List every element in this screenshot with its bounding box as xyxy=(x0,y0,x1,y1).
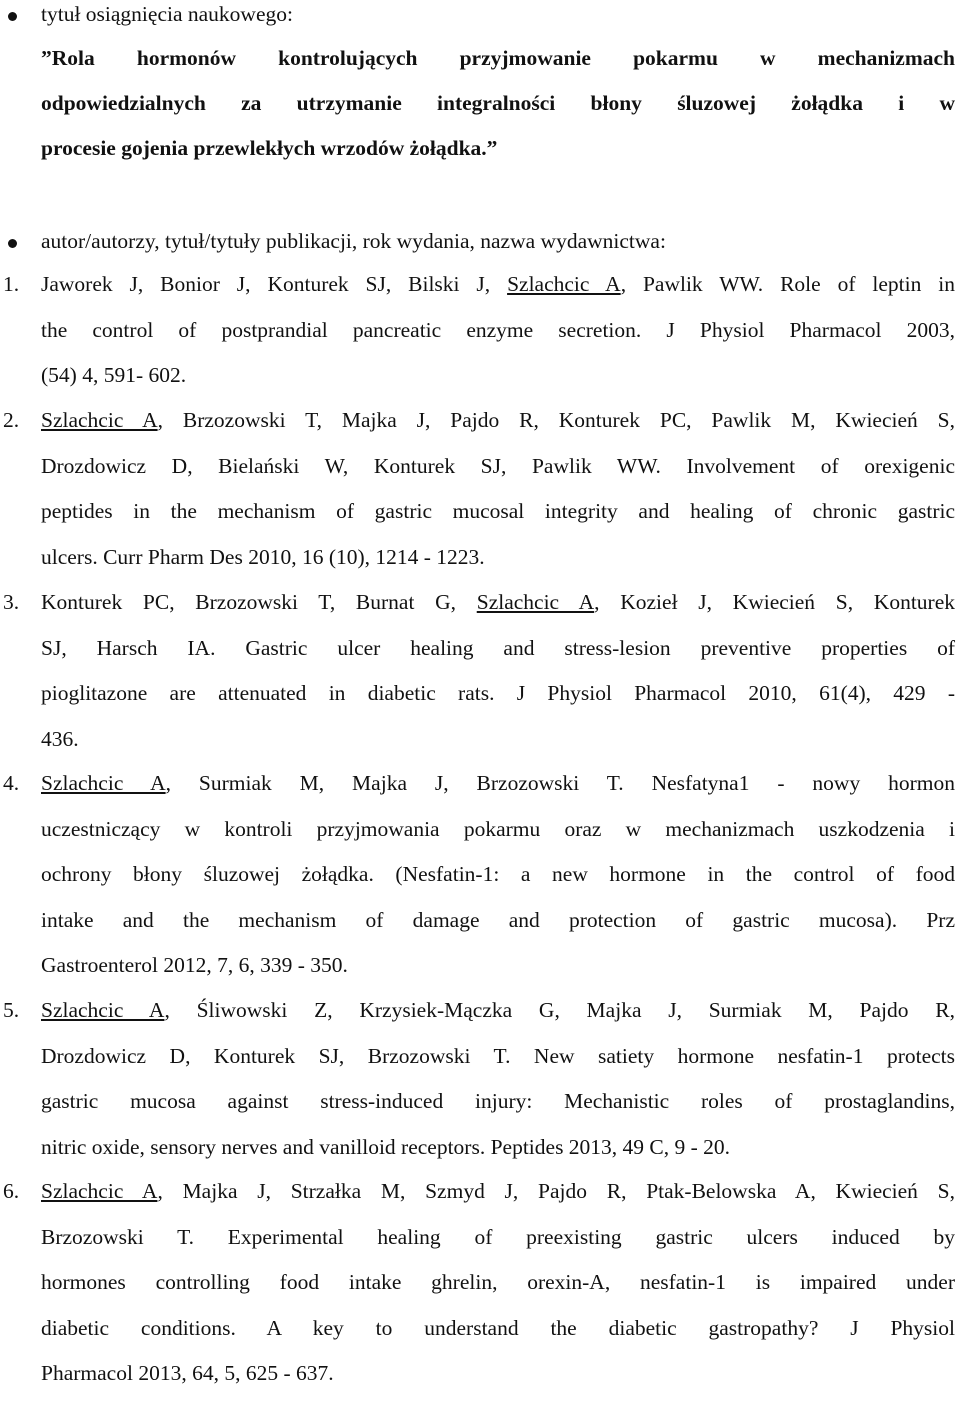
reference-line xyxy=(41,724,955,770)
reference-segment: , Kozieł J, Kwiecień S, Konturek xyxy=(594,590,955,614)
reference-segment: 436. xyxy=(41,726,79,751)
title-line: ”Rola hormonów kontrolujących przyjmowanie pokarmu w mechanizmach xyxy=(41,46,955,70)
reference-text xyxy=(41,1176,955,1404)
reference-segment: Brzozowski T. Experimental healing of preexisting gastric ulcers induced by xyxy=(41,1224,955,1249)
reference-line xyxy=(41,315,955,361)
reference-segment: gastric mucosa against stress-induced injury: Mechanistic roles of prostaglandins, xyxy=(41,1089,955,1113)
reference-line xyxy=(41,814,955,860)
reference-line xyxy=(41,1086,955,1132)
highlighted-author: Szlachcic A xyxy=(41,771,166,795)
reference-segment: (54) 4, 591- 602. xyxy=(41,363,187,387)
reference-number: 2. xyxy=(3,408,20,432)
reference-segment: nitric oxide, sensory nerves and vanilloid receptors. Peptides 2013, 49 C, 9 - 20. xyxy=(41,1134,731,1159)
reference-line xyxy=(41,633,955,679)
bullet-icon xyxy=(8,12,17,21)
reference-number: 4. xyxy=(3,771,20,795)
achievement-title xyxy=(41,36,955,171)
reference-segment: pioglitazone are attenuated in diabetic rats. J Physiol Pharmacol 2010, 61(4), 429 - xyxy=(41,681,955,705)
reference-line xyxy=(41,859,955,905)
reference-segment: , Śliwowski Z, Krzysiek-Mączka G, Majka J, Surmiak M, Pajdo R, xyxy=(164,998,955,1022)
reference-segment: , Pawlik WW. Role of leptin in xyxy=(620,272,955,296)
title-line: procesie gojenia przewlekłych wrzodów żołądka.” xyxy=(41,136,498,160)
reference-segment: the control of postprandial pancreatic enzyme secretion. J Physiol Pharmacol 2003, xyxy=(41,317,955,342)
reference-segment: Konturek PC, Brzozowski T, Burnat G, xyxy=(41,590,477,614)
reference-segment: SJ, Harsch IA. Gastric ulcer healing and stress-lesion preventive properties of xyxy=(41,635,955,660)
highlighted-author: Szlachcic A xyxy=(507,272,621,296)
reference-line xyxy=(41,1313,955,1359)
section-label: tytuł osiągnięcia naukowego: xyxy=(41,2,293,26)
highlighted-author: Szlachcic A xyxy=(41,998,165,1022)
reference-line xyxy=(41,542,955,588)
reference-segment: , Brzozowski T, Majka J, Pajdo R, Konturek PC, Pawlik M, Kwiecień S, xyxy=(157,408,955,432)
reference-segment: Pharmacol 2013, 64, 5, 625 - 637. xyxy=(41,1361,334,1385)
reference-number: 3. xyxy=(3,590,20,614)
highlighted-author: Szlachcic A xyxy=(41,408,158,432)
reference-text xyxy=(41,405,955,587)
reference-line xyxy=(41,1267,955,1313)
reference-line xyxy=(41,1358,955,1404)
reference-segment: Drozdowicz D, Konturek SJ, Brzozowski T. New satiety hormone nesfatin-1 protects xyxy=(41,1043,955,1068)
highlighted-author: Szlachcic A xyxy=(476,590,595,614)
reference-line xyxy=(41,995,955,1041)
reference-segment: ochrony błony śluzowej żołądka. (Nesfatin-1: a new hormone in the control of food xyxy=(41,862,955,886)
reference-number: 5. xyxy=(3,998,20,1022)
publications-label: autor/autorzy, tytuł/tytuły publikacji, rok wydania, nazwa wydawnictwa: xyxy=(41,229,666,253)
reference-line xyxy=(41,768,955,814)
reference-line xyxy=(41,587,955,633)
reference-text xyxy=(41,768,955,996)
reference-segment: diabetic conditions. A key to understand the diabetic gastropathy? J Physiol xyxy=(41,1315,955,1340)
reference-line xyxy=(41,950,955,996)
reference-text xyxy=(41,995,955,1177)
reference-segment: Gastroenterol 2012, 7, 6, 339 - 350. xyxy=(41,953,348,977)
reference-segment: uczestniczący w kontroli przyjmowania pokarmu oraz w mechanizmach uszkodzenia i xyxy=(41,816,955,841)
reference-segment: , Majka J, Strzałka M, Szmyd J, Pajdo R, Ptak-Belowska A, Kwiecień S, xyxy=(157,1179,955,1203)
reference-segment: Drozdowicz D, Bielański W, Konturek SJ, Pawlik WW. Involvement of orexigenic xyxy=(41,453,955,478)
title-line: odpowiedzialnych za utrzymanie integralności błony śluzowej żołądka i w xyxy=(41,91,955,115)
reference-line xyxy=(41,1041,955,1087)
reference-line xyxy=(41,451,955,497)
reference-segment: intake and the mechanism of damage and protection of gastric mucosa). Prz xyxy=(41,907,955,932)
reference-segment: , Surmiak M, Majka J, Brzozowski T. Nesfatyna1 - nowy hormon xyxy=(165,771,956,795)
reference-segment: Jaworek J, Bonior J, Konturek SJ, Bilski J, xyxy=(41,272,508,296)
reference-line xyxy=(41,405,955,451)
reference-segment: hormones controlling food intake ghrelin, orexin-A, nesfatin-1 is impaired under xyxy=(41,1270,955,1294)
reference-text xyxy=(41,269,955,406)
reference-line xyxy=(41,269,955,315)
reference-segment: ulcers. Curr Pharm Des 2010, 16 (10), 1214 - 1223. xyxy=(41,544,485,569)
reference-line xyxy=(41,1176,955,1222)
reference-line xyxy=(41,905,955,951)
reference-segment: peptides in the mechanism of gastric mucosal integrity and healing of chronic gastric xyxy=(41,499,955,523)
reference-text xyxy=(41,587,955,769)
bullet-icon xyxy=(8,239,17,248)
reference-line xyxy=(41,496,955,542)
reference-number: 6. xyxy=(3,1179,20,1203)
reference-number: 1. xyxy=(3,272,20,296)
reference-line xyxy=(41,360,955,406)
reference-line xyxy=(41,1222,955,1268)
highlighted-author: Szlachcic A xyxy=(41,1179,158,1203)
reference-line xyxy=(41,1132,955,1178)
reference-line xyxy=(41,678,955,724)
